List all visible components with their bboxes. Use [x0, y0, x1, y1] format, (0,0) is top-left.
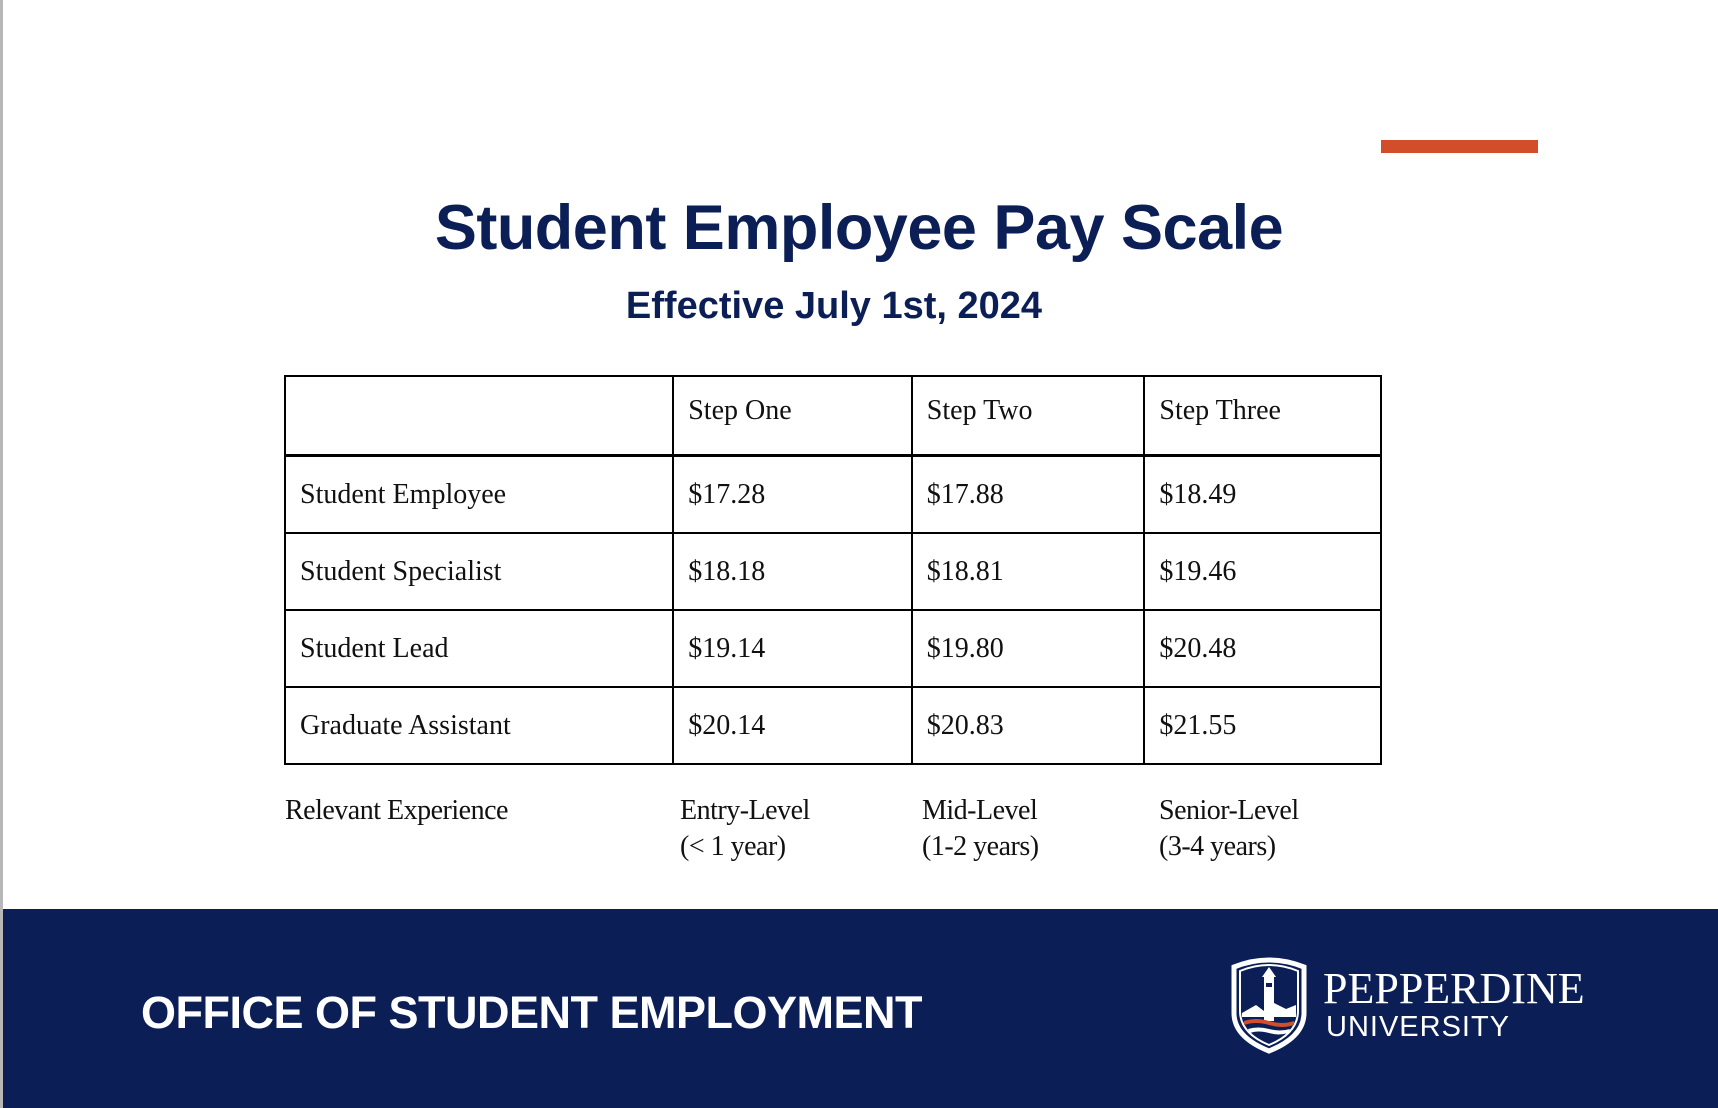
level-range: (3-4 years)	[1159, 831, 1276, 862]
experience-label: Relevant Experience	[285, 795, 508, 826]
column-header-step-one: Step One	[673, 376, 912, 456]
pepperdine-shield-icon	[1228, 955, 1310, 1055]
experience-level-mid	[922, 793, 1039, 865]
pay-cell: $18.49	[1144, 456, 1381, 534]
table-row	[285, 456, 1381, 534]
column-header-step-two: Step Two	[912, 376, 1145, 456]
pay-cell: $17.28	[673, 456, 912, 534]
experience-level-entry	[680, 793, 810, 865]
pay-cell: $19.14	[673, 610, 912, 687]
page-subtitle: Effective July 1st, 2024	[625, 285, 1043, 327]
row-label: Graduate Assistant	[285, 687, 673, 764]
page-title: Student Employee Pay Scale	[434, 193, 1284, 263]
pay-cell: $19.80	[912, 610, 1145, 687]
table-row	[285, 687, 1381, 764]
university-logo	[1228, 955, 1588, 1055]
accent-bar	[1381, 140, 1538, 153]
office-name: OFFICE OF STUDENT EMPLOYMENT	[141, 987, 922, 1038]
table-header-row	[285, 376, 1381, 456]
logo-wordmark: PEPPERDINE	[1323, 964, 1585, 1013]
level-name: Entry-Level	[680, 795, 810, 826]
table-row	[285, 533, 1381, 610]
pay-cell: $17.88	[912, 456, 1145, 534]
table-row	[285, 610, 1381, 687]
row-label: Student Lead	[285, 610, 673, 687]
level-name: Senior-Level	[1159, 795, 1299, 826]
column-header-blank	[285, 376, 673, 456]
logo-subtitle: UNIVERSITY	[1326, 1011, 1511, 1043]
pay-cell: $19.46	[1144, 533, 1381, 610]
row-label: Student Employee	[285, 456, 673, 534]
pay-cell: $18.18	[673, 533, 912, 610]
level-name: Mid-Level	[922, 795, 1038, 826]
pay-cell: $20.14	[673, 687, 912, 764]
experience-level-senior	[1159, 793, 1299, 865]
pay-cell: $18.81	[912, 533, 1145, 610]
pay-cell: $20.48	[1144, 610, 1381, 687]
row-label: Student Specialist	[285, 533, 673, 610]
column-header-step-three: Step Three	[1144, 376, 1381, 456]
pay-scale-table	[284, 375, 1382, 765]
pay-cell: $21.55	[1144, 687, 1381, 764]
level-range: (< 1 year)	[680, 831, 786, 862]
level-range: (1-2 years)	[922, 831, 1039, 862]
footer-band	[3, 909, 1718, 1108]
pay-cell: $20.83	[912, 687, 1145, 764]
